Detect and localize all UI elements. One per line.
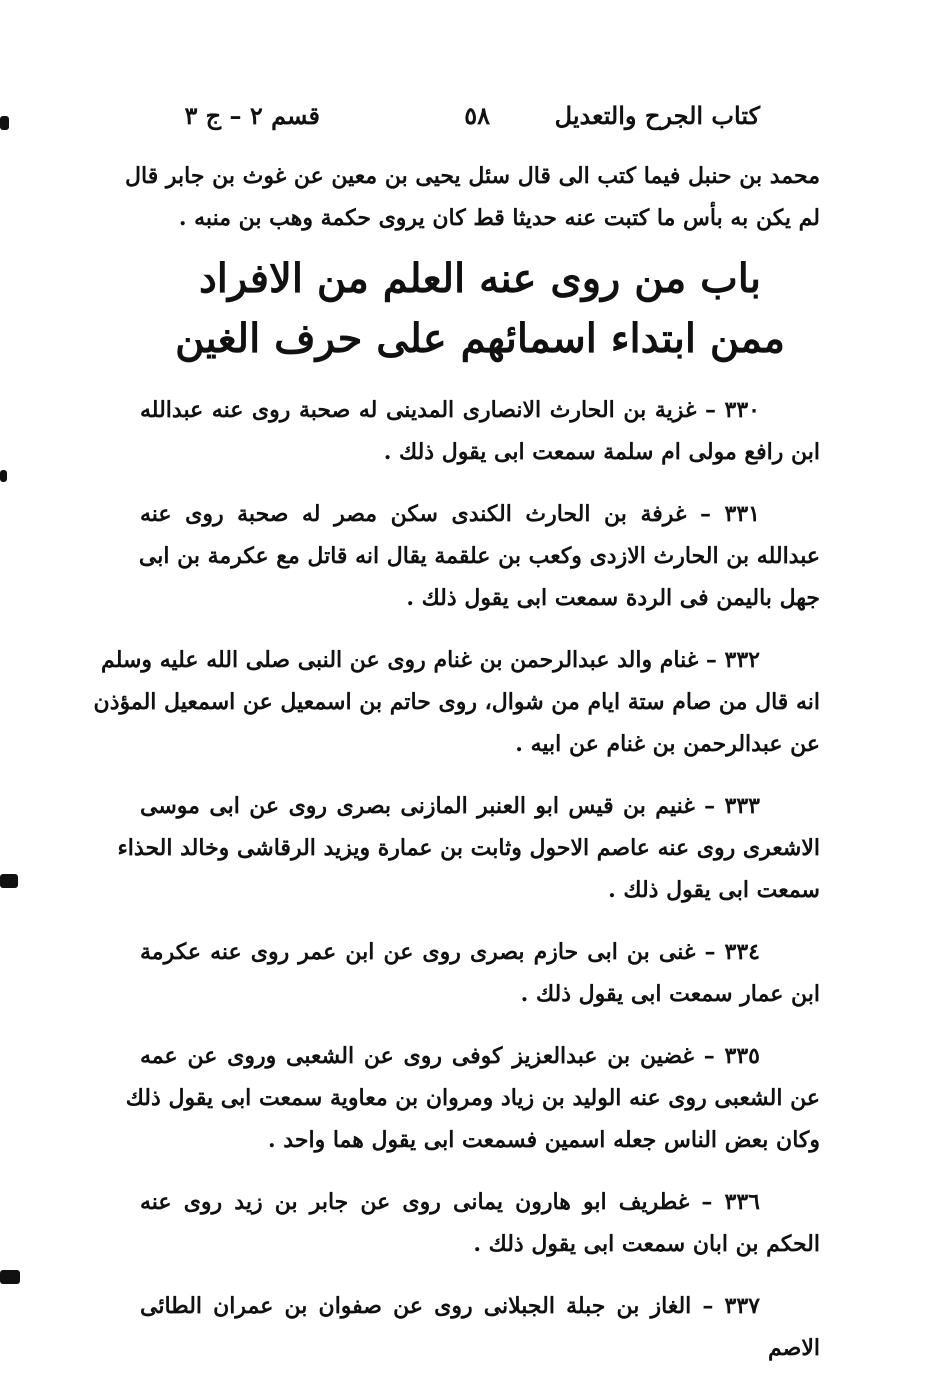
entry-336 xyxy=(140,1181,820,1265)
text-line: ٣٣٤ – غنى بن ابى حازم بصرى روى عن ابن عمر روى عنه عكرمة xyxy=(140,939,760,965)
text-line: الاشعرى روى عنه عاصم الاحول وثابت بن عمارة ويزيد الرقاشى وخالد الحذاء xyxy=(117,835,820,861)
book-page xyxy=(93,95,820,1369)
running-head-part: قسم ٢ – ج ٣ xyxy=(184,101,320,130)
text-line: ٣٣١ – غرفة بن الحارث الكندى سكن مصر له صحبة روى عنه xyxy=(140,501,760,527)
entry-330 xyxy=(140,389,820,473)
chapter-heading-line: ممن ابتداء اسمائهم على حرف الغين xyxy=(175,315,785,362)
scan-edge-mark xyxy=(0,874,18,888)
intro-paragraph xyxy=(125,155,820,239)
text-line: ٣٣٥ – غضين بن عبدالعزيز كوفى روى عن الشعبى وروى عن عمه xyxy=(140,1043,760,1069)
entry-335 xyxy=(125,1035,820,1161)
text-line: عبدالله بن الحارث الازدى وكعب بن علقمة يقال انه قاتل مع عكرمة بن ابى xyxy=(138,543,820,569)
entry-332 xyxy=(93,639,820,765)
text-line: ٣٣٣ – غنيم بن قيس ابو العنبر المازنى بصرى روى عن ابى موسى xyxy=(140,793,760,819)
chapter-heading-line: باب من روى عنه العلم من الافراد xyxy=(198,255,762,302)
text-line: عن الشعبى روى عنه الوليد بن زياد ومروان بن معاوية سمعت ابى يقول ذلك xyxy=(125,1085,820,1111)
entry-334 xyxy=(140,931,820,1015)
text-line: جهل باليمن فى الردة سمعت ابى يقول ذلك . xyxy=(406,585,820,611)
text-line: ابن رافع مولى ام سلمة سمعت ابى يقول ذلك . xyxy=(383,439,820,465)
scan-edge-mark xyxy=(0,116,9,130)
text-line: وكان بعض الناس جعله اسمين فسمعت ابى يقول هما واحد . xyxy=(267,1127,820,1153)
running-head xyxy=(140,95,820,155)
text-line: عن عبدالرحمن بن غنام عن ابيه . xyxy=(515,731,820,757)
text-line: ٣٣٦ – غطريف ابو هارون يمانى روى عن جابر بن زيد روى عنه xyxy=(140,1189,760,1215)
running-head-title: كتاب الجرح والتعديل xyxy=(554,101,760,130)
page-number: ٥٨ xyxy=(464,101,490,130)
entry-331 xyxy=(140,493,820,619)
entry-333 xyxy=(117,785,820,911)
text-line: ابن عمار سمعت ابى يقول ذلك . xyxy=(520,981,820,1007)
chapter-heading xyxy=(140,249,820,369)
text-line: لم يكن به بأس ما كتبت عنه حديثا قط كان يروى حكمة وهب بن منبه . xyxy=(178,205,820,231)
scan-edge-mark xyxy=(0,470,7,482)
text-line: ٣٣٧ – الغاز بن جبلة الجبلانى روى عن صفوان بن عمران الطائى xyxy=(140,1293,760,1319)
text-line: ٣٣٢ – غنام والد عبدالرحمن بن غنام روى عن النبى صلى الله عليه وسلم xyxy=(101,647,760,673)
text-line: ٣٣٠ – غزية بن الحارث الانصارى المدينى له صحبة روى عنه عبدالله xyxy=(140,397,760,423)
text-line: الاصم xyxy=(768,1335,820,1361)
entry-337 xyxy=(140,1285,820,1369)
text-line: محمد بن حنبل فيما كتب الى قال سئل يحيى بن معين عن غوث بن جابر قال xyxy=(125,163,820,189)
scan-edge-mark xyxy=(0,1270,20,1284)
text-line: سمعت ابى يقول ذلك . xyxy=(608,877,820,903)
text-line: انه قال من صام ستة ايام من شوال، روى حاتم بن اسمعيل عن اسمعيل المؤذن xyxy=(93,689,820,715)
text-line: الحكم بن ابان سمعت ابى يقول ذلك . xyxy=(473,1231,820,1257)
